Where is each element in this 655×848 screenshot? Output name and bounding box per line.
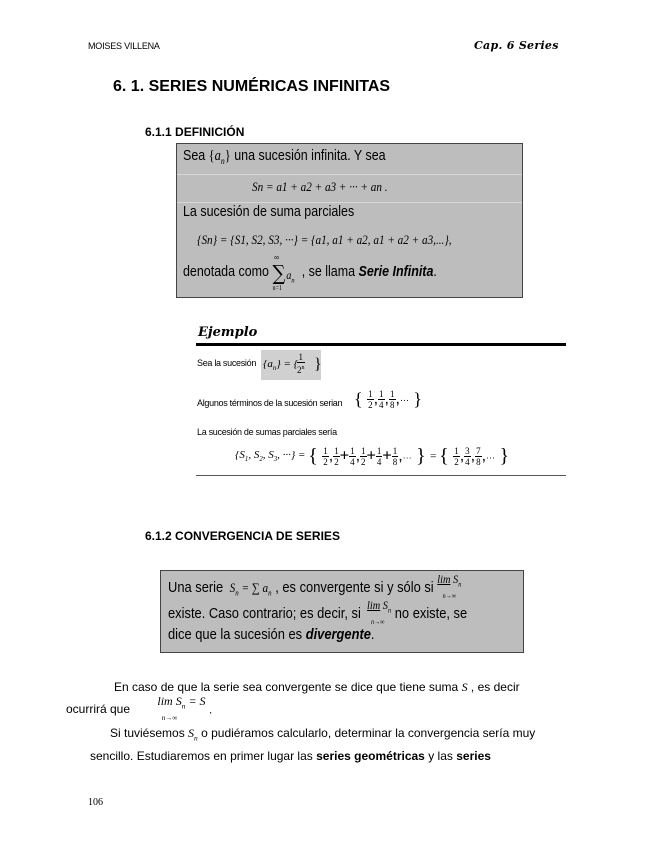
- paragraph-1: En caso de que la serie sea convergente se dice que tiene suma S , es decir ocurrirá que $\lim S_n = S$ n→∞ .: [66, 680, 520, 723]
- sigma-symbol: ∞ ∑ $a_n$ n=1: [272, 253, 295, 292]
- page-number: 106: [88, 797, 103, 808]
- term-divergente: divergente: [305, 626, 371, 643]
- example-top-rule: [196, 343, 566, 346]
- definition-line-1: Sea $\{a_n\}$ una sucesión infinita. Y sea: [183, 148, 386, 166]
- definition-partial-sums: {Sn} = {S1, S2, S3, ···} = {a1, a1 + a2, a1 + a2 + a3,...},: [197, 232, 452, 247]
- term-serie-infinita: Serie Infinita: [358, 263, 434, 280]
- definition-line-5: denotada como ∞ ∑ $a_n$ n=1 , se llama Serie Infinita.: [183, 253, 437, 292]
- example-line-1: Sea la sucesión: [197, 358, 257, 368]
- section-title: 6. 1. SERIES NUMÉRICAS INFINITAS: [113, 78, 391, 95]
- example-line-3: La sucesión de sumas parciales sería: [197, 427, 337, 437]
- example-terms: { $\frac{1}{2}$ , $\frac{1}{4}$ , $\frac{1}{8}$ ,··· }: [354, 389, 423, 410]
- definition-line-3: La sucesión de suma parciales: [183, 204, 355, 220]
- definition-box: [176, 143, 523, 298]
- example-line-2: Algunos términos de la sucesión serian: [197, 398, 343, 408]
- convergence-line-3: dice que la sucesión es divergente.: [168, 626, 375, 643]
- subsection-definicion: 6.1.1 DEFINICIÓN: [145, 125, 245, 139]
- header-author: MOISES VILLENA: [88, 41, 160, 51]
- convergence-line-1: Una serie $S_n$ = ∑ $a_n$ , es convergente si y sólo si $\lim S_n$ n→∞: [168, 572, 462, 601]
- header-chapter: Cap. 6 Series: [474, 39, 559, 52]
- paragraph-2: Si tuviésemos $S_n$ o pudiéramos calcularlo, determinar la convergencia sería muy sencillo. Estudiaremos en primer lugar las series geométricas y las series: [90, 726, 536, 764]
- example-partial-sums: {$S_1$, $S_2$, $S_3$, ···} = { $\frac{1}{2}$ , $\frac{1}{2}$ + $\frac{1}{4}$ , $\frac{1}{2}$ + $\frac{1}{4}$ + $\frac{1}{8}$ ,··· } = { $\frac{1}{2}$ , $\frac{3}{4}$ , $\frac{7}{8}$ ,··· }: [235, 445, 510, 467]
- bold-series-geometricas: series geométricas: [316, 749, 425, 764]
- example-bottom-rule: [196, 475, 566, 476]
- example-sequence-formula: $\{a_n\}$ = { $\frac{1}{2^n}$ }: [261, 350, 321, 380]
- subsection-convergencia: 6.1.2 CONVERGENCIA DE SERIES: [145, 529, 340, 543]
- definition-sum-formula: Sn = a1 + a2 + a3 + ··· + an .: [252, 179, 388, 194]
- convergence-line-2: existe. Caso contrario; es decir, si $\lim S_n$ n→∞ no existe, se: [168, 598, 468, 627]
- convergence-box: [160, 570, 524, 653]
- bold-series: series: [456, 749, 491, 764]
- example-title: Ejemplo: [198, 325, 258, 340]
